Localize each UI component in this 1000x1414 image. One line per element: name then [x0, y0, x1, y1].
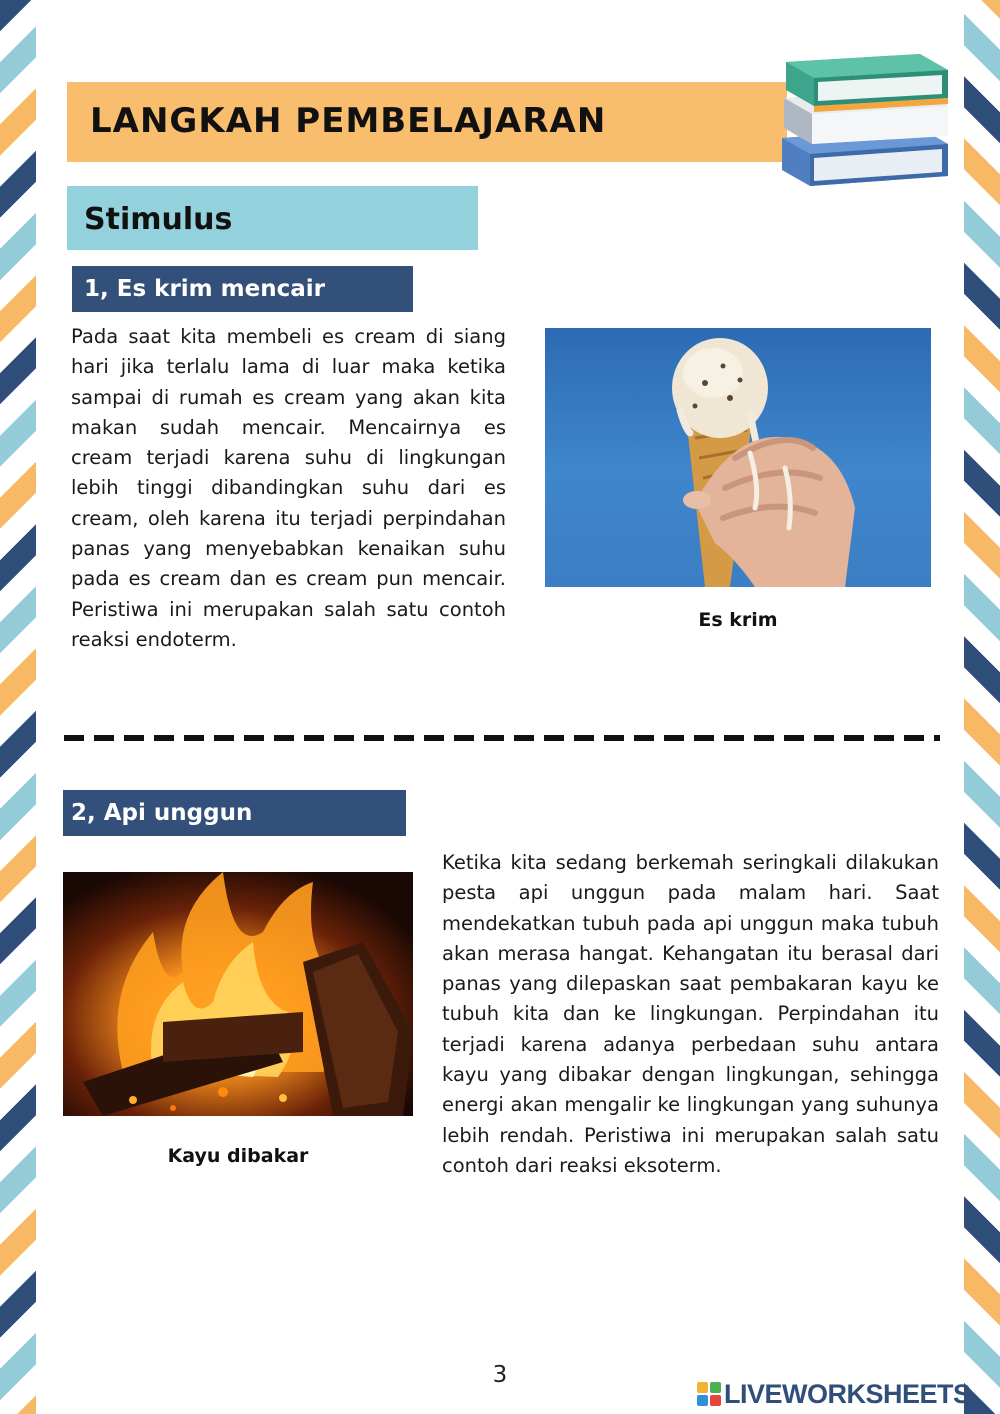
page-number: 3 [492, 1362, 508, 1388]
item-heading-ice-cream: 1, Es krim mencair [72, 266, 413, 312]
ice-cream-caption: Es krim [698, 609, 778, 631]
liveworksheets-logo [697, 1380, 971, 1408]
campfire-caption: Kayu dibakar [167, 1145, 309, 1167]
liveworksheets-icon [697, 1382, 721, 1406]
left-stripe-border [0, 0, 36, 1414]
page-title: LANGKAH PEMBELAJARAN [90, 101, 607, 141]
liveworksheets-brand: LIVEWORKSHEETS [724, 1378, 971, 1409]
paragraph-ice-cream: Pada saat kita membeli es cream di siang hari jika terlalu lama di luar maka ketika sampai di rumah es cream yang akan kita makan sudah mencair. Mencairnya es cream terjadi karena suhu di lingkungan lebih tinggi dibandingkan suhu dari es cream, oleh karena itu terjadi perpindahan panas yang menyebabkan kenaikan suhu pada es cream dan es cream pun mencair. Peristiwa ini merupakan salah satu contoh reaksi endoterm. [71, 325, 506, 651]
paragraph-campfire: Ketika kita sedang berkemah seringkali dilakukan pesta api unggun pada malam hari. Saat mendekatkan tubuh pada api unggun maka tubuh akan merasa hangat. Kehangatan itu berasal dari panas yang dilepaskan saat pembakaran kayu ke tubuh kita dan ke lingkungan. Perpindahan itu terjadi karena adanya perbedaan suhu antara kayu yang dibakar dengan lingkungan, sehingga energi akan mengalir ke lingkungan yang suhunya lebih rendah. Peristiwa ini merupakan salah satu contoh dari reaksi eksoterm. [442, 851, 939, 1177]
dashed-divider [64, 732, 940, 744]
section-title: Stimulus [84, 202, 233, 237]
item-heading-campfire: 2, Api unggun [63, 790, 406, 836]
right-stripe-border [964, 0, 1000, 1414]
books-icon [770, 40, 955, 190]
campfire-photo [63, 872, 413, 1116]
ice-cream-photo [545, 328, 931, 587]
